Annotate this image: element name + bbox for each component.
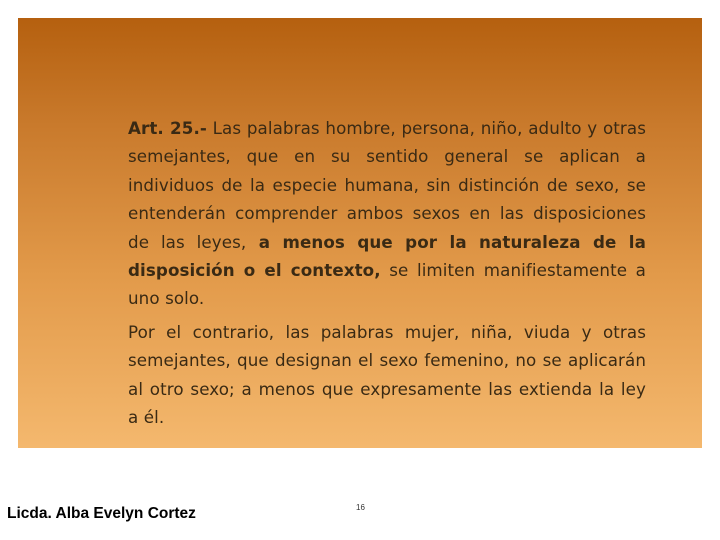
article-paragraph-2: Por el contrario, las palabras mujer, niña, viuda y otras semejantes, que designan el sexo femenino, no se aplicarán al otro sexo; a menos que expresamente las extienda la ley a él. <box>128 321 646 428</box>
page-number: 16 <box>356 503 365 512</box>
article-label: Art. 25.- <box>128 118 207 138</box>
paragraph-1-regular-text: Las palabras hombre, persona, niño, adulto y otras semejantes, que en su sentido general se aplican a individuos de la especie humana, sin distinción de sexo, se entenderán comprender ambos sexos en las disposiciones de las leyes, <box>128 118 646 252</box>
paragraph-1-end-text: se limiten manifiestamente a uno solo. <box>128 260 646 309</box>
footer-author: Licda. Alba Evelyn Cortez <box>7 505 196 522</box>
paragraph-1-bold-text: a menos que por la naturaleza de la disposición o el contexto, <box>128 231 646 281</box>
article-paragraph-1 <box>128 114 646 313</box>
article-text-block <box>128 114 646 431</box>
